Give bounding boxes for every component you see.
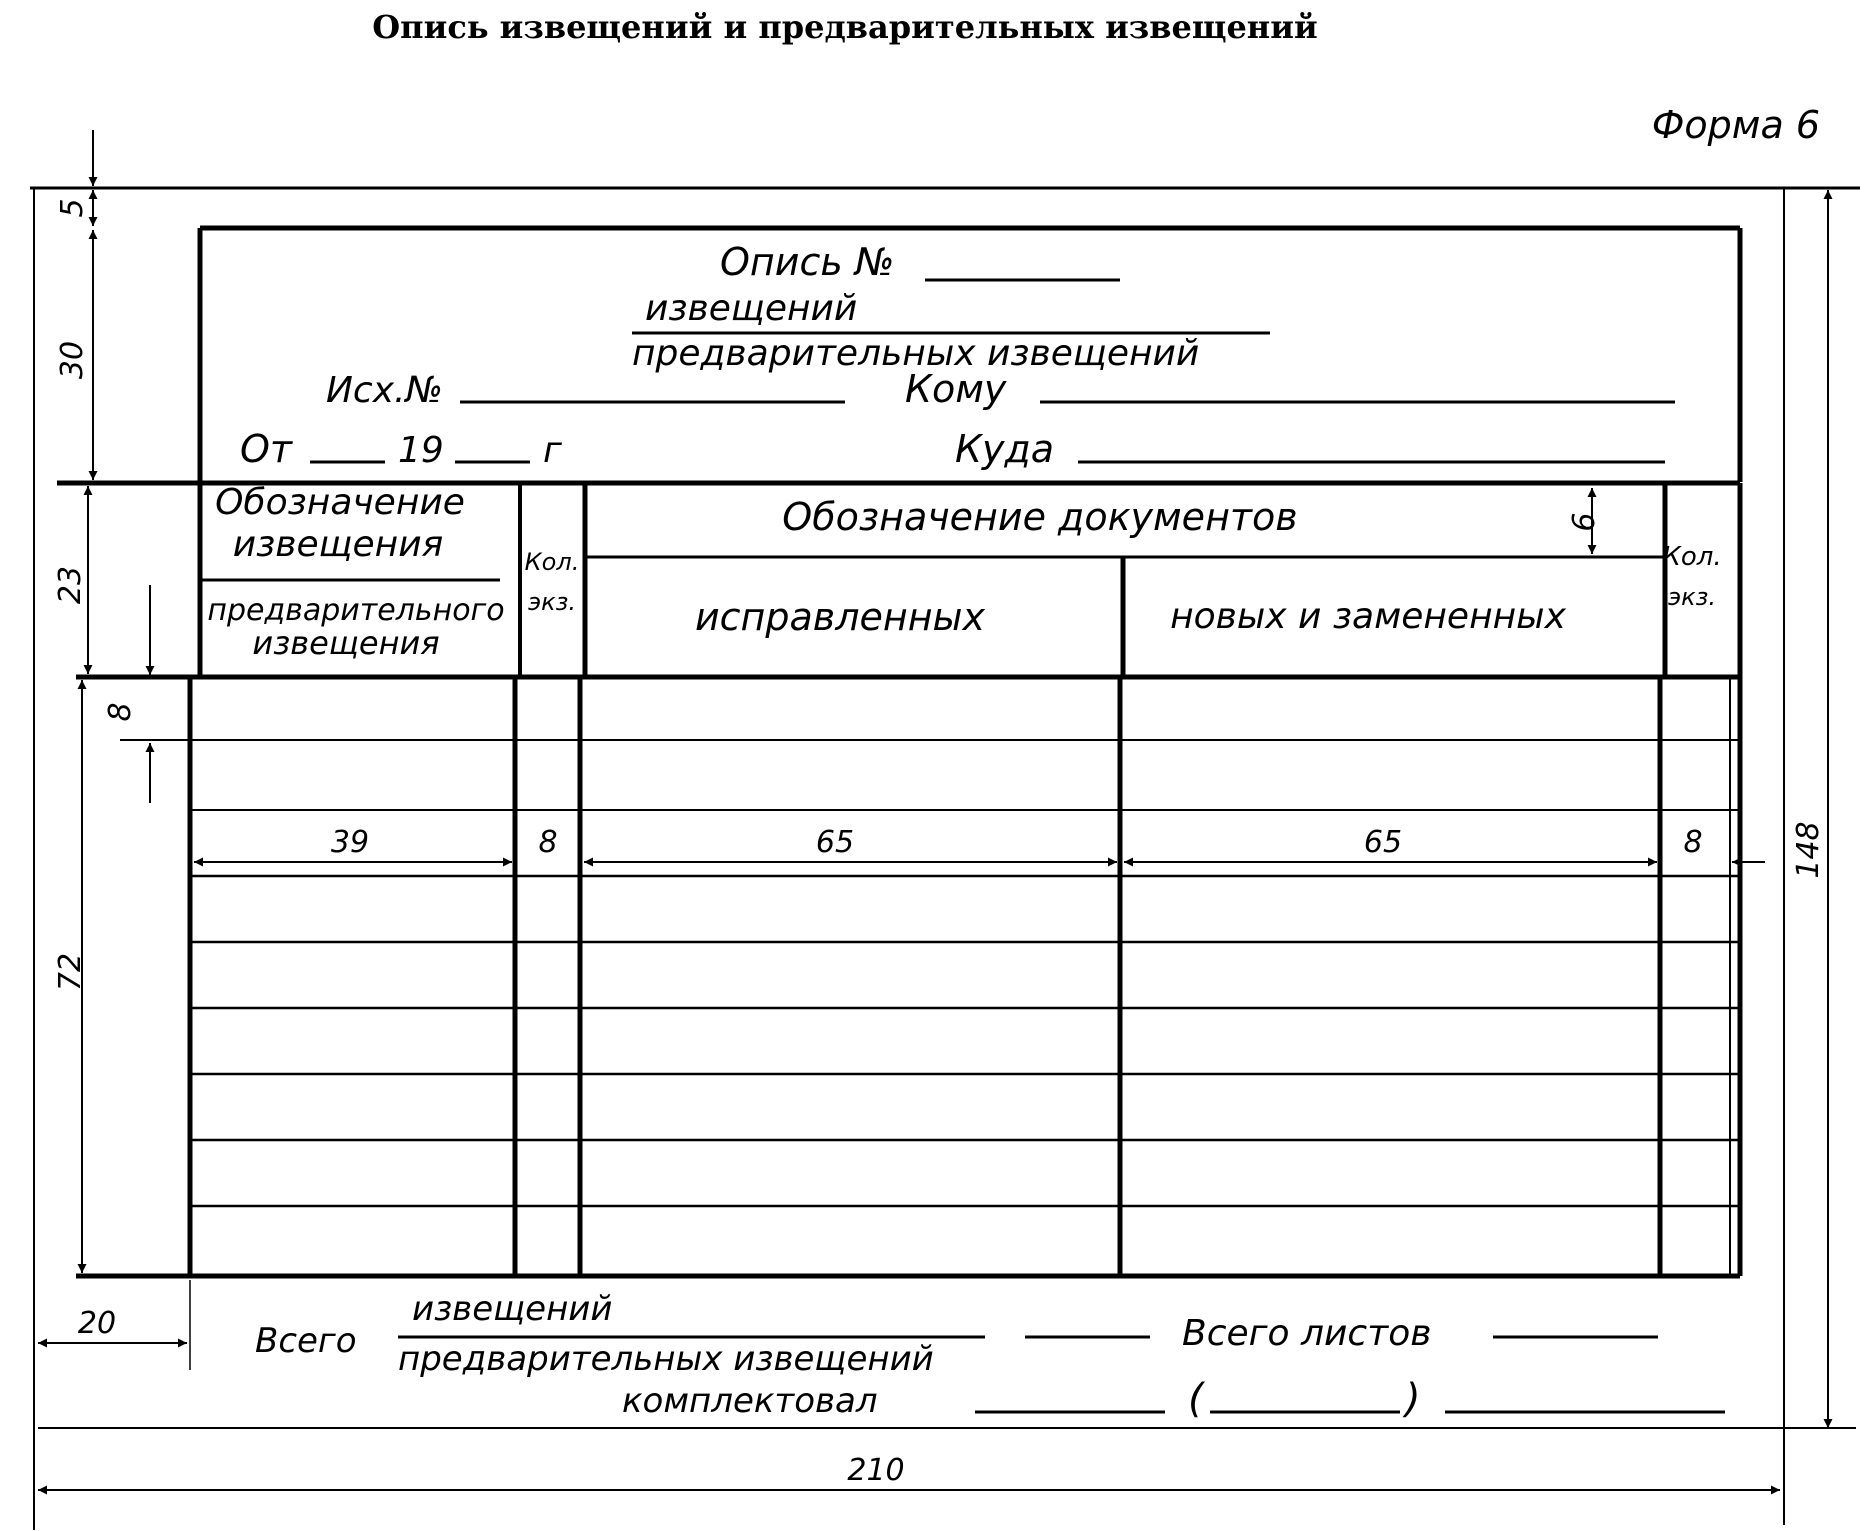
col-preliminary-l1: предварительного [207, 593, 505, 628]
compiled-label: комплектовал [622, 1381, 878, 1421]
notices-word: извещений [645, 288, 858, 329]
dim-total-height: 148 [1791, 821, 1826, 879]
dim-header-height: 30 [55, 340, 90, 380]
col-corrected: исправленных [694, 595, 986, 639]
dim-row-height: 8 [103, 702, 138, 722]
outgoing-label: Исх.№ [326, 370, 443, 411]
col-qty2-l1: Кол. [1662, 542, 1722, 572]
where-label: Куда [955, 427, 1055, 471]
to-whom-label: Кому [905, 367, 1007, 411]
dim-table-header-height: 23 [53, 565, 88, 605]
col-designation-notice-l2: извещения [232, 524, 444, 565]
paren-close: ) [1405, 1376, 1421, 1422]
col-new-replaced: новых и замененных [1170, 596, 1566, 637]
dim-left-margin: 20 [77, 1306, 117, 1341]
dim-col-width-1: 39 [330, 825, 370, 860]
dim-total-width: 210 [847, 1453, 905, 1488]
footer-block [255, 1289, 1725, 1422]
opis-label: Опись № [720, 240, 895, 284]
form-label: Форма 6 [1651, 103, 1820, 147]
dim-col-width-2: 8 [538, 825, 558, 860]
date-from: От [240, 427, 293, 471]
total-notices: извещений [412, 1289, 613, 1329]
page-title: Опись извещений и предварительных извещений [372, 8, 1318, 46]
dim-col-width-3: 65 [815, 825, 855, 860]
total-sheets-label: Всего листов [1182, 1313, 1432, 1354]
dim-col-width-4: 65 [1363, 825, 1403, 860]
date-suffix: г [543, 430, 562, 471]
paren-open: ( [1188, 1376, 1204, 1422]
dim-top-margin: 5 [55, 198, 90, 218]
col-documents: Обозначение документов [782, 495, 1298, 539]
col-preliminary-l2: извещения [252, 624, 440, 662]
prelim-notices: предварительных извещений [632, 333, 1200, 374]
table-header [207, 482, 1721, 662]
date-year: 19 [398, 430, 444, 471]
header-block [240, 240, 1675, 471]
col-qty-l1: Кол. [524, 548, 580, 576]
dim-col-width-5: 8 [1683, 825, 1703, 860]
total-prelim: предварительных извещений [398, 1339, 934, 1379]
col-designation-notice-l1: Обозначение [215, 482, 465, 523]
col-qty-l2: экз. [527, 588, 577, 616]
dim-sub-header-height: 9 [1564, 512, 1599, 532]
dim-table-body-height: 72 [53, 952, 88, 992]
col-qty2-l2: экз. [1667, 583, 1717, 611]
total-label: Всего [255, 1321, 357, 1361]
